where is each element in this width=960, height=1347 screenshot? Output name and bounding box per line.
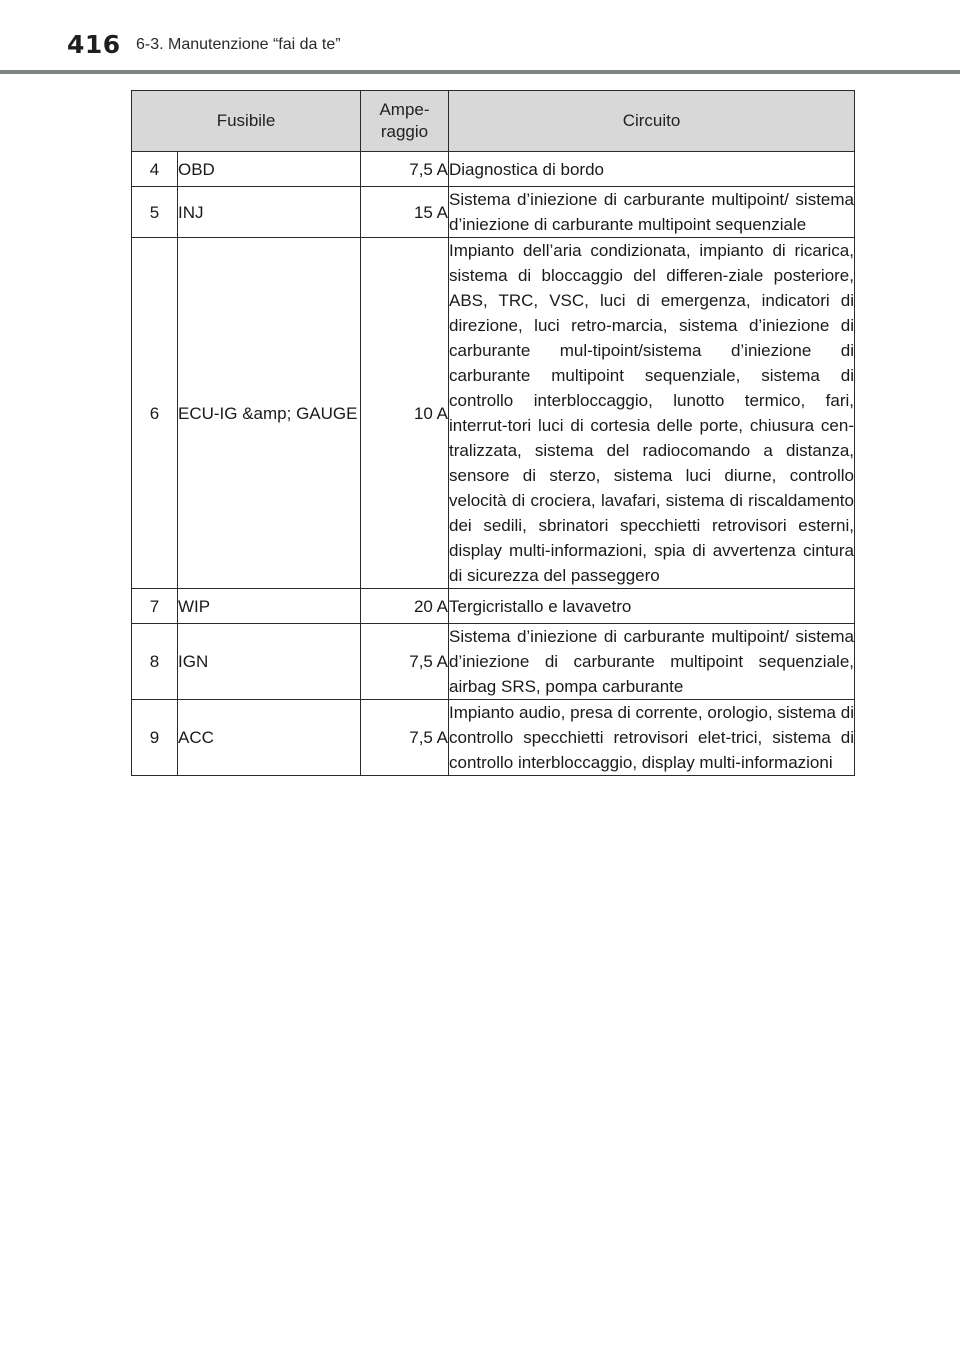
fuse-name: IGN [178,624,361,700]
fuse-number: 7 [132,589,178,624]
fuse-number: 4 [132,152,178,187]
column-header-amperage [361,91,449,152]
table-row [132,700,855,776]
table-row [132,589,855,624]
table-row [132,187,855,238]
fuse-number: 5 [132,187,178,238]
fuse-name: OBD [178,152,361,187]
fuse-amperage: 20 A [361,589,449,624]
fuse-name: ECU-IG &amp; GAUGE [178,238,361,589]
fuse-table [131,90,855,776]
fuse-circuit: Diagnostica di bordo [449,152,855,187]
fuse-number: 9 [132,700,178,776]
fuse-amperage: 15 A [361,187,449,238]
fuse-circuit: Impianto dell’aria condizionata, impianto di ricarica, sistema di bloccaggio del differen-ziale posteriore, ABS, TRC, VSC, luci di emergenza, indicatori di direzione, luci retro-marcia, sistema d’iniezione di carburante mul-tipoint/sistema d’iniezione di carburante multipoint sequenziale, sistema di controllo interbloccaggio, lunotto termico, fari, interrut-tori luci di cortesia delle porte, chiusura cen-tralizzata, sistema del radiocomando a distanza, sensore di sterzo, sistema luci diurne, controllo velocità di crociera, lavafari, sistema di riscaldamento dei sedili, sbrinatori specchietti retrovisori esterni, display multi-informazioni, spia di avvertenza cintura di sicurezza del passeggero [449,238,855,589]
table-row [132,624,855,700]
fuse-circuit: Sistema d’iniezione di carburante multipoint/ sistema d’iniezione di carburante multipoint sequenziale, airbag SRS, pompa carburante [449,624,855,700]
fuse-amperage: 7,5 A [361,700,449,776]
fuse-amperage: 7,5 A [361,152,449,187]
fuse-circuit: Impianto audio, presa di corrente, orologio, sistema di controllo specchietti retrovisori elet-trici, sistema di controllo interbloccaggio, display multi-informazioni [449,700,855,776]
fuse-number: 8 [132,624,178,700]
fuse-circuit: Sistema d’iniezione di carburante multipoint/ sistema d’iniezione di carburante multipoint sequenziale [449,187,855,238]
fuse-amperage: 7,5 A [361,624,449,700]
header-divider [0,70,960,74]
column-header-circuit: Circuito [449,91,855,152]
table-row [132,152,855,187]
fuse-number: 6 [132,238,178,589]
fuse-circuit: Tergicristallo e lavavetro [449,589,855,624]
page-number: 416 [67,30,121,59]
section-title: 6-3. Manutenzione “fai da te” [136,36,341,53]
amperage-header-label: Ampe- raggio [379,100,430,141]
fuse-amperage: 10 A [361,238,449,589]
fuse-name: WIP [178,589,361,624]
fuse-name: INJ [178,187,361,238]
table-row [132,238,855,589]
column-header-fuse: Fusibile [132,91,361,152]
fuse-name: ACC [178,700,361,776]
page-header [0,0,960,76]
table-header-row [132,91,855,152]
